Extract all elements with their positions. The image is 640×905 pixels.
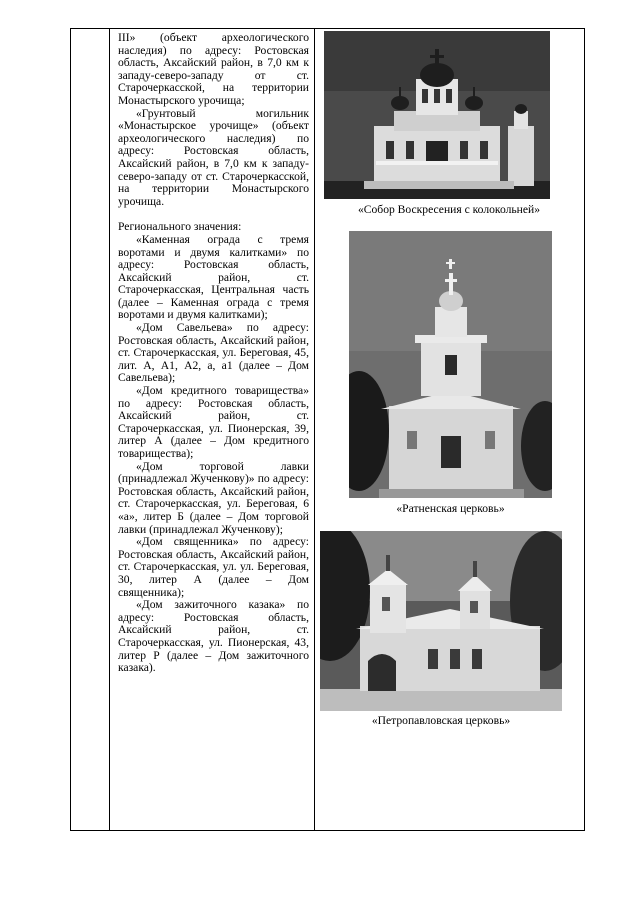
photo-petropavlovskaya xyxy=(320,531,562,711)
paragraph-9: «Дом зажиточного казака» по адресу: Ростовская область, Аксайский район, ст. Старочеркасская, ул. Пионерская, 43, литер Р (далее – Дом зажиточного казака). xyxy=(118,598,309,675)
caption-petropavlovskaya: «Петропавловская церковь» xyxy=(371,714,511,727)
text-column xyxy=(118,32,309,675)
section-heading: Регионального значения: xyxy=(118,220,242,234)
paragraph-7: «Дом торговой лавки (принадлежал Жученкову)» по адресу: Ростовская область, Аксайский район, ст. Старочеркасская, ул. Береговая, 6 «а», литер Б (далее – Дом торговой лавки (принадлежал Жученкову); xyxy=(118,459,309,536)
ratnenskaya-image xyxy=(349,231,552,498)
paragraph-2: «Грунтовый могильник «Монастырское урочище» (объект археологического наследия) по адресу: Ростовская область, Аксайский район, в 7,0 км к западу-северо-западу от ст. Старочеркасской, на территории Монастырского урочища. xyxy=(118,106,309,208)
petropavlovskaya-image xyxy=(320,531,562,711)
caption-cathedral: «Собор Воскресения с колокольней» xyxy=(357,203,541,216)
photo-cathedral xyxy=(324,31,550,199)
paragraph-6: «Дом кредитного товарищества» по адресу: Ростовская область, Аксайский район, ст. Старочеркасская, ул. Пионерская, 39, литер А (далее – Дом кредитного товарищества); xyxy=(118,384,309,460)
paragraph-5: «Дом Савельева» по адресу: Ростовская область, Аксайский район, ст. Старочеркасская, ул. Береговая, 45, лит. А, А1, А2, а, а1 (далее – Дом Савельева); xyxy=(118,321,309,385)
cathedral-image xyxy=(324,31,550,199)
photo-ratnenskaya xyxy=(349,231,552,498)
paragraph-4: «Каменная ограда с тремя воротами и двумя калитками» по адресу: Ростовская область, Аксайский район, ст. Старочеркасская, Центральная часть (далее – Каменная ограда с тремя воротами и двумя калитками); xyxy=(118,232,309,322)
paragraph-1: III» (объект археологического наследия) по адресу: Ростовская область, Аксайский район, в 7,0 км к западу-северо-западу от ст. Старочеркасской, на территории Монастырского урочища; xyxy=(118,31,309,107)
caption-ratnenskaya: «Ратненская церковь» xyxy=(396,502,505,515)
column-divider-number xyxy=(109,29,110,830)
paragraph-8: «Дом священника» по адресу: Ростовская область, Аксайский район, ст. Старочеркасская, ул. ул. Береговая, 30, литер А (далее – Дом священника); xyxy=(118,535,309,599)
column-divider-figures xyxy=(314,29,315,830)
